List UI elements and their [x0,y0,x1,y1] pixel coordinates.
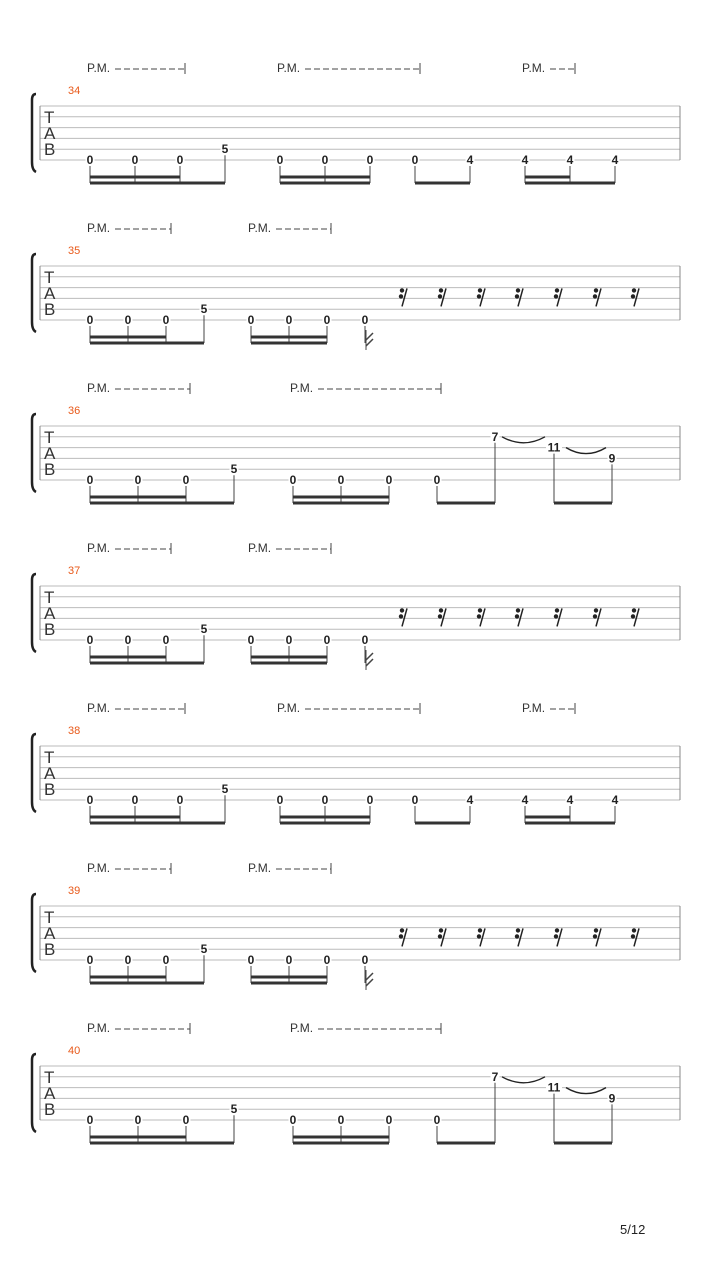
rest-dot [439,928,443,932]
rest-dot [632,928,636,932]
tab-clef-letter: A [44,764,56,783]
rest-dot [516,288,520,292]
rest-dot [632,288,636,292]
tab-clef-letter: T [44,908,55,927]
fret-number: 4 [611,793,619,807]
tab-system-40 [32,1021,680,1143]
tab-clef-letter: A [44,284,56,303]
fret-number: 0 [411,793,419,807]
tab-clef-letter: A [44,604,56,623]
rest-dot [477,934,481,938]
rest-dot [555,608,559,612]
slide-flag [366,979,373,986]
rest-dot [438,294,442,298]
fret-number: 0 [433,1113,441,1127]
fret-number: 0 [323,633,331,647]
rest-dot [554,934,558,938]
fret-number: 0 [289,1113,297,1127]
staff-brace [32,94,36,172]
measure-number: 37 [68,565,81,577]
fret-number: 0 [247,313,255,327]
fret-number: 9 [608,451,616,466]
tab-clef-letter: T [44,1068,55,1087]
staff-brace [32,734,36,812]
fret-number: 0 [124,953,132,967]
rest-dot [594,608,598,612]
rest-dot [477,614,481,618]
fret-number: 0 [361,953,369,967]
rest-dot [631,934,635,938]
fret-number: 7 [491,1069,499,1084]
slide-flag [366,973,373,980]
fret-number: 0 [86,793,94,807]
palm-mute-label: P.M. [87,541,111,555]
fret-number: 0 [321,153,329,167]
fret-number: 0 [433,473,441,487]
fret-number: 5 [230,1102,238,1117]
fret-number: 4 [566,793,574,807]
slide-flag [366,339,373,346]
fret-number: 5 [221,142,229,157]
fret-number: 5 [221,782,229,797]
rest-dot [631,294,635,298]
measure-number: 35 [68,245,81,257]
fret-number: 0 [131,153,139,167]
fret-number: 0 [86,473,94,487]
palm-mute-label: P.M. [87,1021,111,1035]
tie-arc [502,437,545,443]
rest-dot [399,934,403,938]
fret-number: 0 [276,793,284,807]
fret-number: 0 [162,953,170,967]
tab-clef-letter: B [44,780,56,799]
tab-clef-letter: T [44,428,55,447]
slide-flag [366,333,373,340]
palm-mute-label: P.M. [87,381,111,395]
fret-number: 0 [411,153,419,167]
fret-number: 5 [230,462,238,477]
fret-number: 0 [289,473,297,487]
fret-number: 5 [200,942,208,957]
fret-number: 11 [547,440,561,455]
rest-dot [400,288,404,292]
tab-clef-letter: A [44,124,56,143]
rest-dot [555,928,559,932]
staff-brace [32,574,36,652]
tab-clef-letter: B [44,1100,56,1119]
fret-number: 4 [611,153,619,167]
rest-dot [478,928,482,932]
fret-number: 0 [86,1113,94,1127]
palm-mute-label: P.M. [87,701,111,715]
tab-system-37 [32,541,680,670]
fret-number: 0 [86,153,94,167]
palm-mute-label: P.M. [87,861,111,875]
tab-clef-letter: T [44,588,55,607]
fret-number: 0 [285,633,293,647]
fret-number: 0 [366,153,374,167]
fret-number: 0 [176,793,184,807]
rest-dot [594,928,598,932]
palm-mute-label: P.M. [248,221,272,235]
staff-brace [32,894,36,972]
rest-dot [554,294,558,298]
tab-system-34 [32,61,680,183]
tab-system-39 [32,861,680,990]
fret-number: 0 [86,953,94,967]
rest-dot [438,934,442,938]
staff-brace [32,414,36,492]
rest-dot [439,288,443,292]
rest-dot [400,928,404,932]
measure-number: 36 [68,405,81,417]
tie-arc [566,448,606,454]
palm-mute-label: P.M. [290,1021,314,1035]
tab-clef-letter: B [44,140,56,159]
tab-clef-letter: B [44,460,56,479]
tab-clef-letter: A [44,1084,56,1103]
fret-number: 4 [466,153,474,167]
fret-number: 0 [385,473,393,487]
tab-clef-letter: A [44,924,56,943]
measure-number: 34 [68,85,81,97]
rest-dot [478,288,482,292]
tab-clef-letter: B [44,620,56,639]
fret-number: 0 [285,953,293,967]
fret-number: 4 [521,153,529,167]
rest-dot [477,294,481,298]
tab-clef-letter: B [44,940,56,959]
rest-dot [555,288,559,292]
fret-number: 0 [337,1113,345,1127]
fret-number: 0 [276,153,284,167]
measure-number: 39 [68,885,81,897]
fret-number: 0 [247,953,255,967]
tab-clef-letter: B [44,300,56,319]
staff-brace [32,1054,36,1132]
fret-number: 0 [361,633,369,647]
palm-mute-label: P.M. [248,861,272,875]
rest-dot [399,294,403,298]
fret-number: 0 [321,793,329,807]
rest-dot [554,614,558,618]
fret-number: 0 [285,313,293,327]
tab-system-35 [32,221,680,350]
rest-dot [516,928,520,932]
fret-number: 0 [176,153,184,167]
tab-clef-letter: A [44,444,56,463]
rest-dot [593,934,597,938]
fret-number: 4 [521,793,529,807]
fret-number: 0 [361,313,369,327]
fret-number: 9 [608,1091,616,1106]
measure-number: 40 [68,1045,81,1057]
rest-dot [399,614,403,618]
palm-mute-label: P.M. [522,701,546,715]
tie-arc [566,1088,606,1094]
fret-number: 7 [491,429,499,444]
fret-number: 0 [124,633,132,647]
rest-dot [594,288,598,292]
rest-dot [593,614,597,618]
rest-dot [516,608,520,612]
fret-number: 4 [566,153,574,167]
rest-dot [438,614,442,618]
rest-dot [631,614,635,618]
fret-number: 0 [162,313,170,327]
fret-number: 0 [124,313,132,327]
rest-dot [593,294,597,298]
palm-mute-label: P.M. [290,381,314,395]
rest-dot [515,934,519,938]
fret-number: 0 [323,313,331,327]
fret-number: 0 [134,1113,142,1127]
rest-dot [632,608,636,612]
tab-system-38 [32,701,680,823]
measure-number: 38 [68,725,81,737]
tab-clef-letter: T [44,108,55,127]
palm-mute-label: P.M. [277,701,301,715]
fret-number: 0 [162,633,170,647]
palm-mute-label: P.M. [87,61,111,75]
fret-number: 5 [200,302,208,317]
tab-clef-letter: T [44,748,55,767]
fret-number: 0 [337,473,345,487]
tab-clef-letter: T [44,268,55,287]
fret-number: 11 [547,1080,561,1095]
slide-flag [366,659,373,666]
fret-number: 0 [131,793,139,807]
fret-number: 0 [134,473,142,487]
rest-dot [478,608,482,612]
fret-number: 0 [366,793,374,807]
palm-mute-label: P.M. [522,61,546,75]
tab-system-36 [32,381,680,503]
fret-number: 0 [86,313,94,327]
fret-number: 0 [385,1113,393,1127]
rest-dot [400,608,404,612]
fret-number: 0 [182,473,190,487]
fret-number: 0 [323,953,331,967]
fret-number: 5 [200,622,208,637]
rest-dot [439,608,443,612]
palm-mute-label: P.M. [277,61,301,75]
rest-dot [515,294,519,298]
rest-dot [515,614,519,618]
tie-arc [502,1077,545,1083]
fret-number: 0 [247,633,255,647]
palm-mute-label: P.M. [248,541,272,555]
fret-number: 0 [182,1113,190,1127]
fret-number: 0 [86,633,94,647]
slide-flag [366,653,373,660]
page-number: 5/12 [620,1222,646,1237]
palm-mute-label: P.M. [87,221,111,235]
fret-number: 4 [466,793,474,807]
staff-brace [32,254,36,332]
